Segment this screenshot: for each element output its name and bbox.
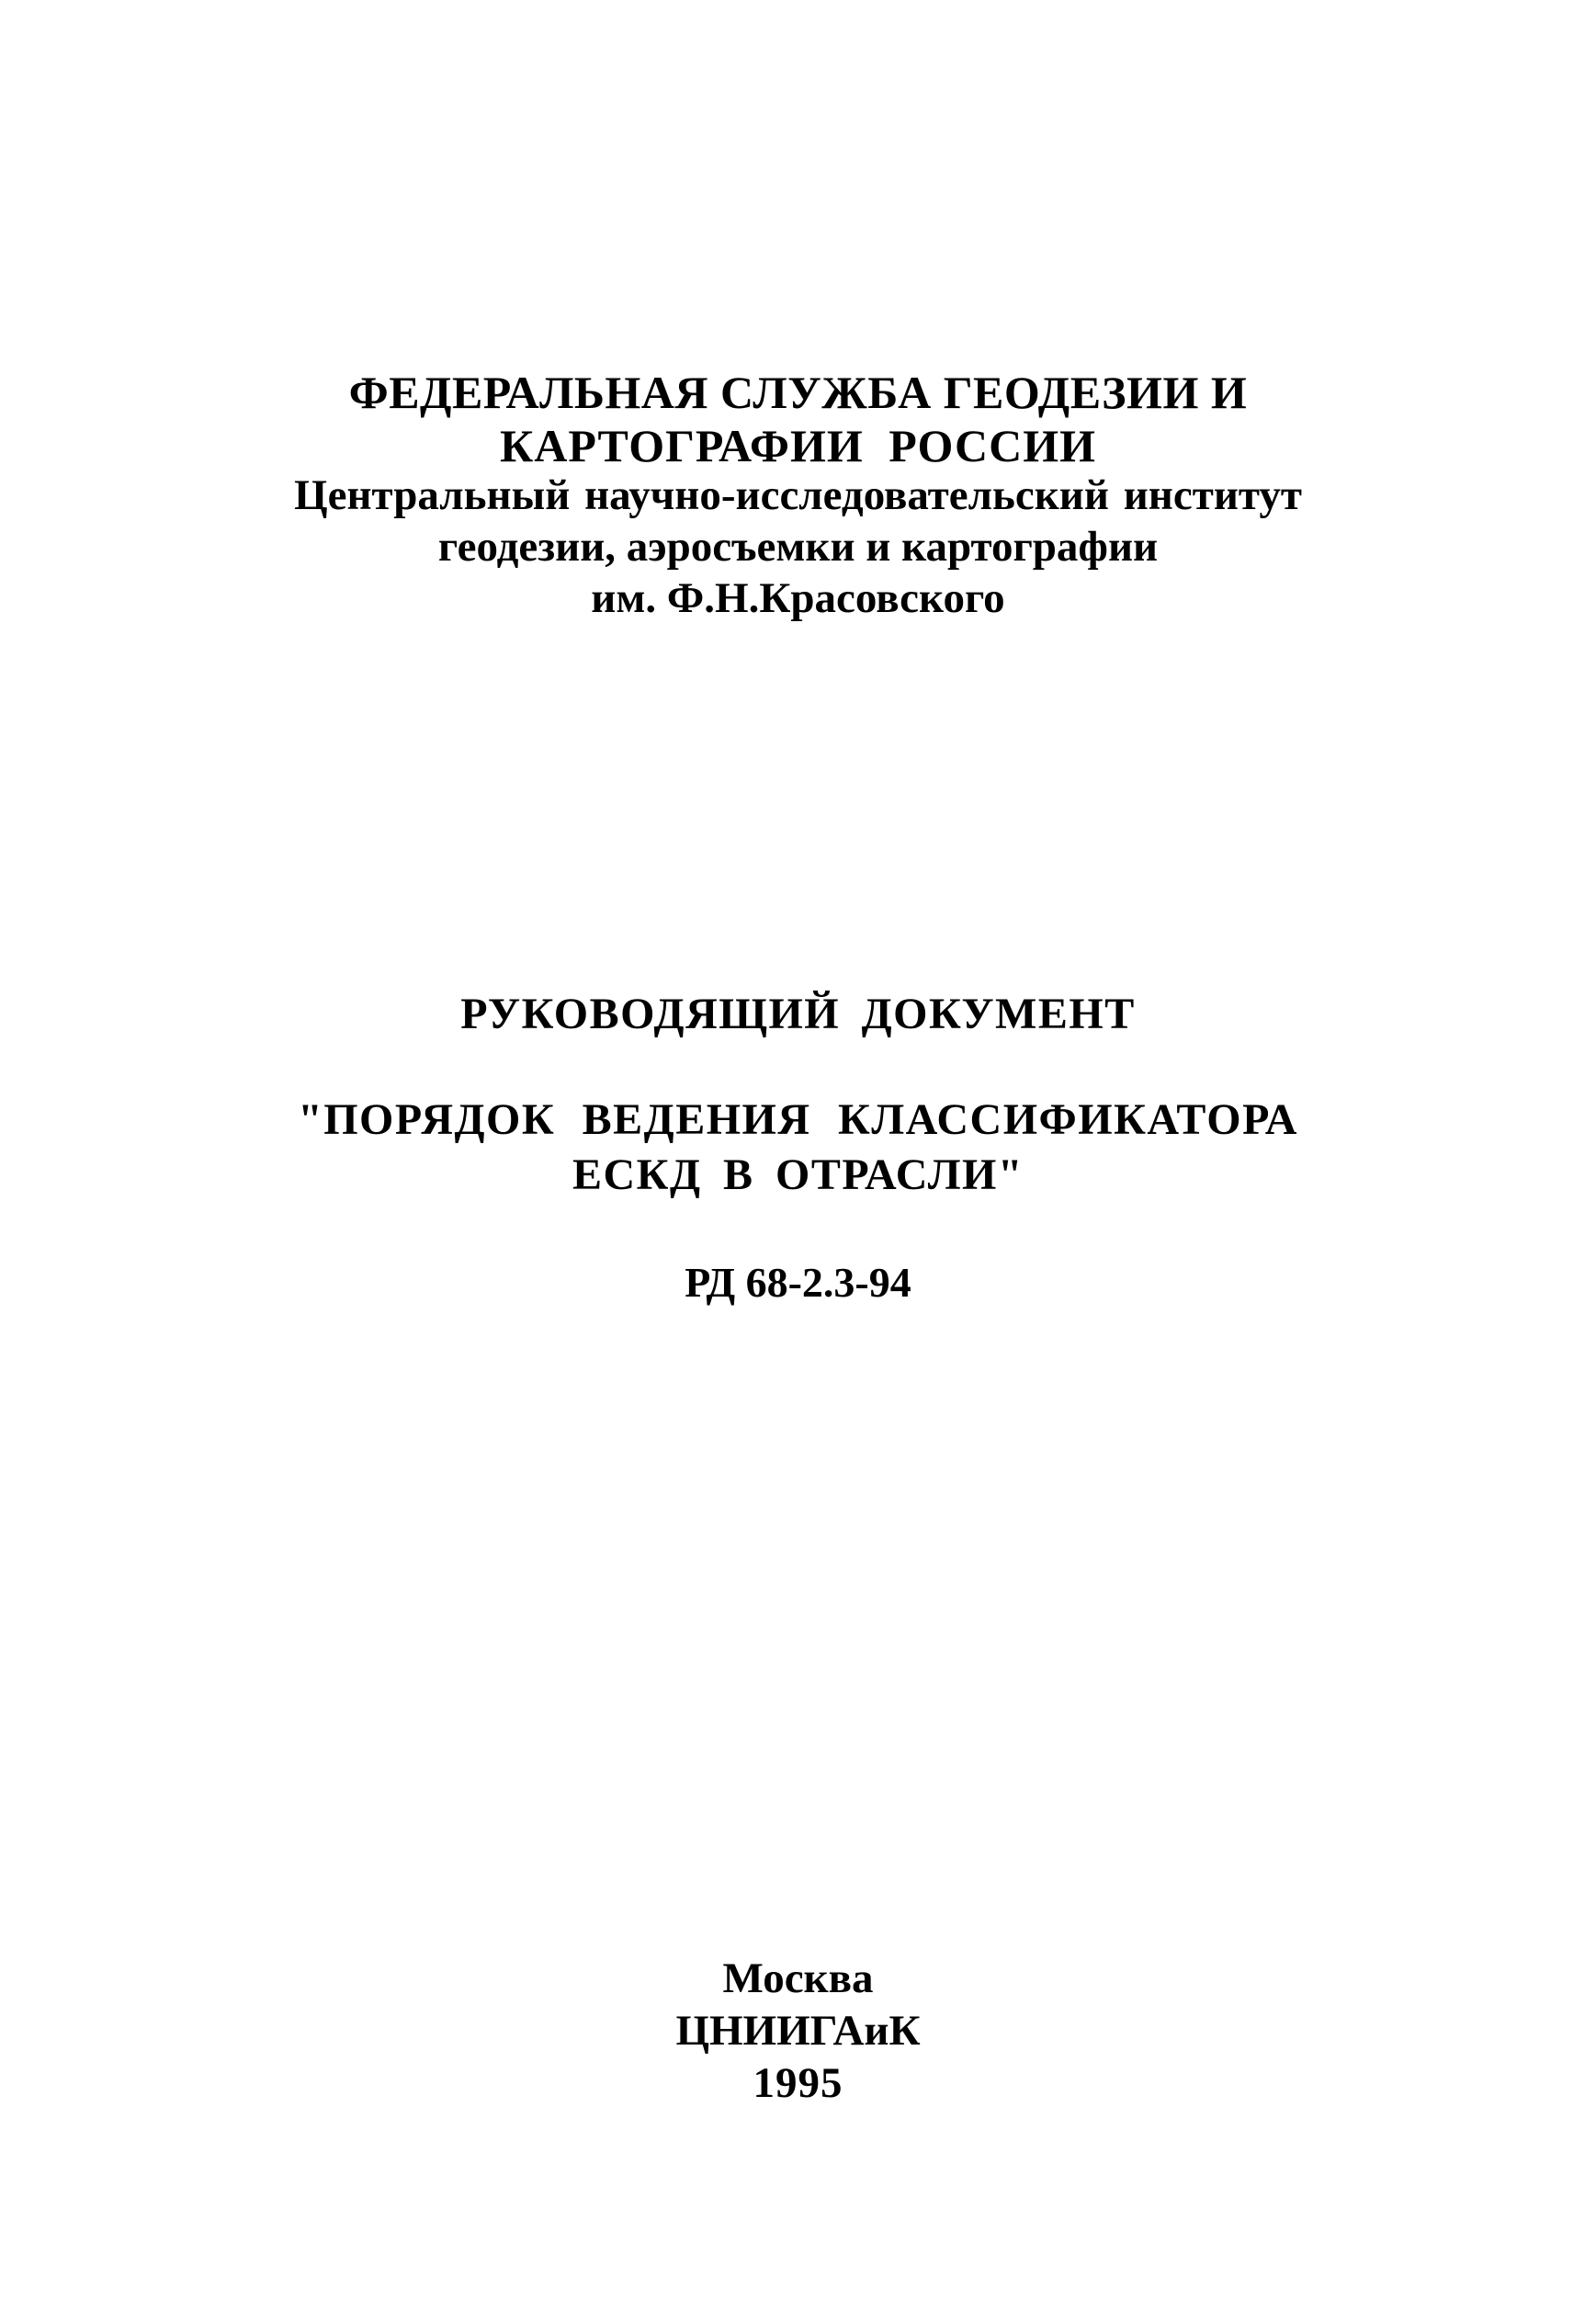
imprint-publisher: ЦНИИГАиК [675,2007,921,2055]
organization-name-line-2: КАРТОГРАФИИ РОССИИ [500,420,1096,471]
document-title-line-1: "ПОРЯДОК ВЕДЕНИЯ КЛАССИФИКАТОРА [298,1095,1298,1144]
organization-name-line-1: ФЕДЕРАЛЬНАЯ СЛУЖБА ГЕОДЕЗИИ И [348,367,1248,418]
institute-name-line-2: геодезии, аэросъемки и картографии [437,523,1159,571]
document-code: РД 68-2.3-94 [685,1259,911,1306]
document-title-line-2: ЕСКД В ОТРАСЛИ" [572,1150,1024,1199]
document-type: РУКОВОДЯЩИЙ ДОКУМЕНТ [460,990,1136,1038]
imprint-city: Москва [722,1954,874,2002]
institute-name-line-1: Центральный научно-исследовательский институт [294,471,1302,519]
institute-name-line-3: им. Ф.Н.Красовского [591,574,1005,622]
imprint-year: 1995 [753,2059,843,2107]
